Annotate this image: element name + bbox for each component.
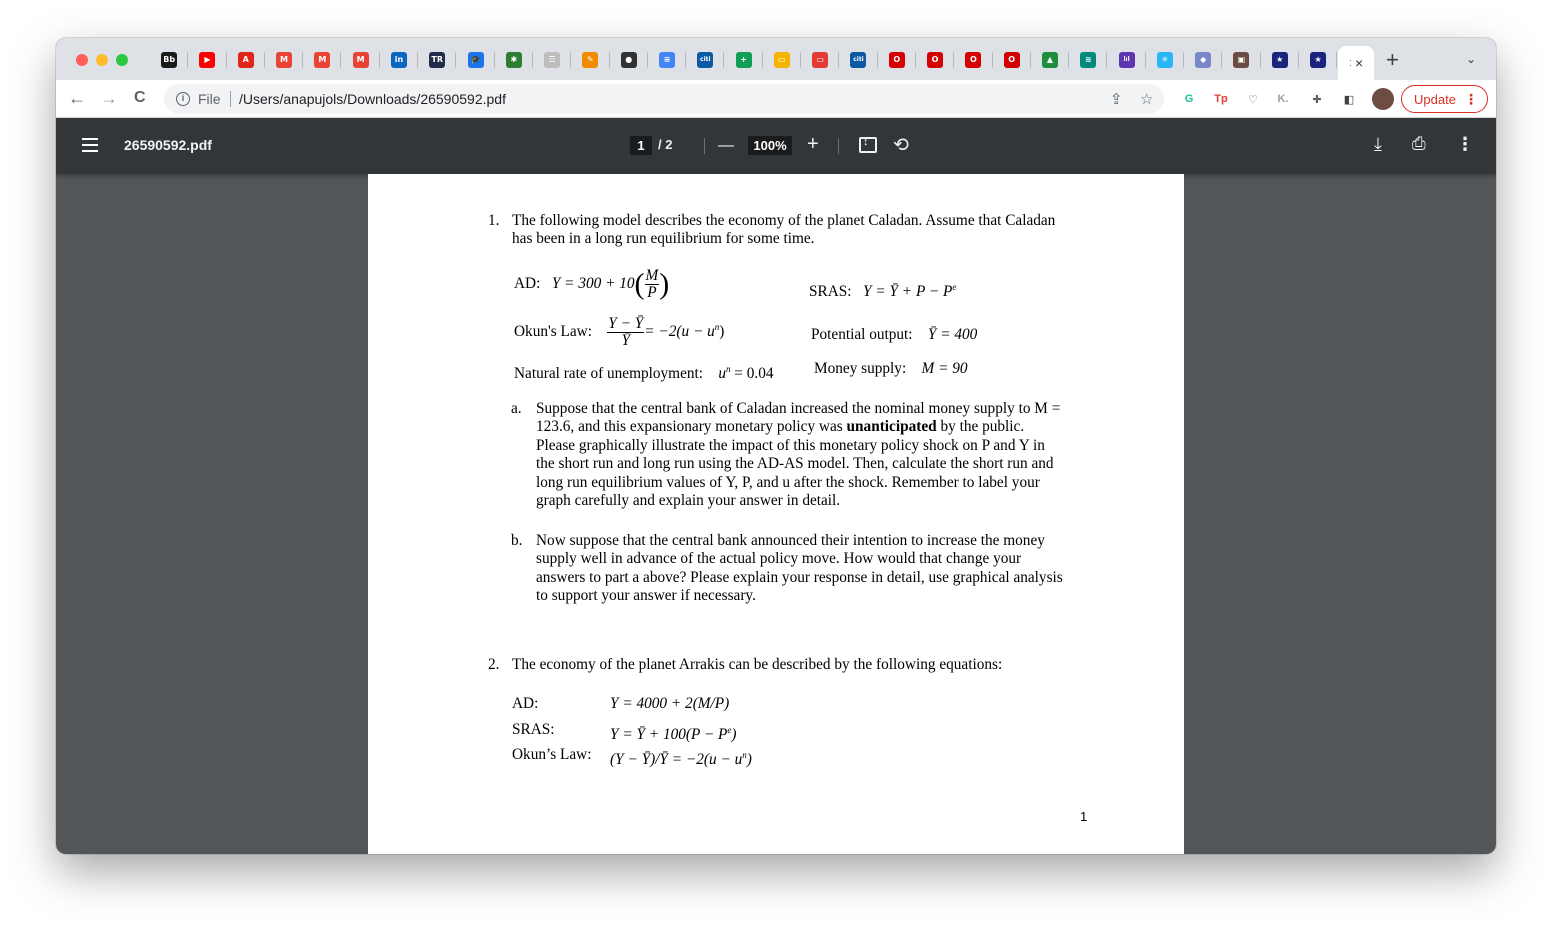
paren-open: ( <box>634 267 645 301</box>
q1-part-b-line2: supply well in advance of the actual policy move. How would that change your <box>536 550 1022 567</box>
pdf-more-icon[interactable]: ⋮ <box>1456 134 1474 154</box>
acrobat-icon: A <box>238 52 254 68</box>
tab-google-sheets[interactable] <box>724 49 762 71</box>
tab-opera[interactable] <box>878 49 916 71</box>
page-total: / 2 <box>658 137 673 152</box>
fit-page-icon[interactable] <box>859 137 877 153</box>
grammarly-icon[interactable]: G <box>1184 93 1194 105</box>
q1-ad-label: AD: <box>514 275 541 293</box>
q1-line1: The following model describes the economy of the planet Caladan. Assume that Caladan <box>512 212 1056 229</box>
q1-part-a-label: a. <box>511 400 522 417</box>
q2-sras-sup: e <box>727 725 732 735</box>
tab-green-star[interactable] <box>495 49 533 71</box>
tab-google-drive[interactable] <box>1031 49 1069 71</box>
q1-sras-eq: Y = Ȳ + P − P <box>863 283 953 300</box>
doc-gray-icon: ☰ <box>544 52 560 68</box>
tab-github[interactable] <box>610 49 648 71</box>
zoom-out-button[interactable]: — <box>718 137 734 154</box>
blackboard-icon: Bb <box>161 52 177 68</box>
q1-okun-rhs: = −2(u − u <box>644 323 715 341</box>
tab-acrobat[interactable] <box>227 49 265 71</box>
q1-part-a-line4: the short run and long run using the AD-AS model. Then, calculate the short run and <box>536 455 1054 472</box>
close-window-button[interactable] <box>76 54 88 66</box>
q2-okun-eq <box>610 746 752 769</box>
q1-ad-num: M <box>645 267 659 284</box>
bookmark-star-icon[interactable]: ☆ <box>1140 91 1154 108</box>
paren-close: ) <box>659 267 670 301</box>
tab-gmail[interactable] <box>341 49 379 71</box>
snowflake-icon: ✳ <box>1157 52 1173 68</box>
q1-okun-num: Y − Ȳ <box>608 315 644 332</box>
pdf-filename: 26590592.pdf <box>124 137 212 153</box>
update-button[interactable] <box>1401 85 1488 113</box>
q1-part-a-line2-post: by the public. <box>936 418 1025 435</box>
tab-gmail[interactable] <box>265 49 303 71</box>
q1-potential-eq: Ȳ = 400 <box>927 326 978 343</box>
tab-search-button[interactable]: ⌄ <box>1466 52 1477 66</box>
photo-icon: ▣ <box>1233 52 1249 68</box>
shield-star-icon: ★ <box>1310 52 1326 68</box>
close-tab-icon[interactable]: × <box>1354 55 1364 71</box>
print-icon[interactable]: ⎙ <box>1412 134 1426 153</box>
graduation-icon: 🎓 <box>468 52 484 68</box>
gmail-icon: M <box>276 52 292 68</box>
forward-button[interactable]: → <box>100 88 118 108</box>
orange-pen-icon: ✎ <box>582 52 598 68</box>
youtube-icon: ▶ <box>199 52 215 68</box>
update-label: Update <box>1414 91 1456 107</box>
q2-number: 2. <box>488 656 500 673</box>
q1-part-a-line5: long run equilibrium values of Y, P, and u after the shock. Remember to label your <box>536 474 1040 491</box>
q1-ad-eq: Y = 300 + 10 <box>551 275 635 293</box>
citi-icon: citi <box>697 52 713 68</box>
minimize-window-button[interactable] <box>96 54 108 66</box>
q1-line2: has been in a long run equilibrium for some time. <box>512 230 815 247</box>
google-slides-icon: ▭ <box>774 52 790 68</box>
browser-window <box>56 38 1496 854</box>
gmail-icon: M <box>353 52 369 68</box>
q2-text: The economy of the planet Arrakis can be described by the following equations: <box>512 656 1003 673</box>
puzzle-icon[interactable]: ✚ <box>1312 93 1322 106</box>
q2-okun-sup: n <box>742 750 747 760</box>
rotate-icon[interactable]: ⟲ <box>893 135 909 156</box>
q1-money-eq: M = 90 <box>921 360 968 377</box>
teal-leaf-icon: ≋ <box>1080 52 1096 68</box>
tab-shield-star[interactable] <box>1261 49 1299 71</box>
back-button[interactable]: ← <box>68 88 86 108</box>
opera-icon: O <box>927 52 943 68</box>
google-docs-icon: ≡ <box>659 52 675 68</box>
menu-icon[interactable] <box>82 138 98 152</box>
browser-toolbar <box>56 80 1496 118</box>
q1-potential-output <box>811 326 977 344</box>
q1-ad-den: P <box>645 284 660 301</box>
github-icon: ● <box>621 52 637 68</box>
shield-icon[interactable]: ♡ <box>1248 93 1258 106</box>
q2-okun-close: ) <box>746 751 752 768</box>
q2-ad-label: AD: <box>512 695 539 712</box>
tr-icon: TR <box>429 52 445 68</box>
sidepanel-icon[interactable]: ◧ <box>1343 93 1355 106</box>
q1-ad-equation <box>514 268 669 301</box>
q1-natural-sup: n <box>725 364 731 374</box>
q2-ad-eq: Y = 4000 + 2(M/P) <box>610 695 730 712</box>
q2-sras-eq-pre: Y = Ȳ + 100(P − P <box>610 726 728 743</box>
q1-number: 1. <box>488 212 500 229</box>
share-icon[interactable]: ⇪ <box>1110 91 1123 108</box>
tab-orange-pen[interactable] <box>571 49 609 71</box>
q1-sras-sup: e <box>952 282 957 292</box>
tab-citi[interactable] <box>839 49 877 71</box>
red-box-icon: ▭ <box>812 52 828 68</box>
q1-part-b-line4: to support your answer if necessary. <box>536 587 756 604</box>
q1-okun-den: Ȳ <box>607 332 644 349</box>
q1-sras-label: SRAS: <box>809 283 852 300</box>
q1-natural-rate <box>514 360 774 383</box>
tab-chart-purple[interactable] <box>1107 49 1145 71</box>
tab-snowflake[interactable] <box>1146 49 1184 71</box>
q1-natural-rest: = 0.04 <box>730 365 774 382</box>
green-star-icon: ✱ <box>506 52 522 68</box>
tab-active[interactable] <box>1338 46 1374 80</box>
more-menu-icon[interactable]: ⋮ <box>1464 91 1478 107</box>
pdf-toolbar <box>56 118 1496 174</box>
tab-citi[interactable] <box>686 49 724 71</box>
q2-sras-close: ) <box>731 726 737 743</box>
tab-opera[interactable] <box>954 49 992 71</box>
tab-linkedin[interactable] <box>380 49 418 71</box>
q1-natural-label: Natural rate of unemployment: <box>514 365 704 382</box>
page-number: 1 <box>1080 809 1088 824</box>
q2-okun-eq-pre: (Y − Ȳ)/Ȳ = −2(u − u <box>610 751 743 768</box>
address-bar[interactable] <box>164 84 1164 114</box>
tp-icon[interactable]: Tp <box>1214 93 1228 105</box>
q1-money-label: Money supply: <box>814 360 907 377</box>
tab-teal-leaf[interactable] <box>1069 49 1107 71</box>
opera-icon: O <box>889 52 905 68</box>
avatar[interactable] <box>1372 88 1394 110</box>
q2-okun-label: Okun’s Law: <box>512 746 592 763</box>
download-icon[interactable]: ⤓ <box>1374 134 1382 154</box>
tab-doc-gray[interactable] <box>533 49 571 71</box>
toolbar-divider <box>838 138 839 154</box>
page-number-input[interactable]: 1 <box>630 136 652 155</box>
tab-google-slides[interactable] <box>763 49 801 71</box>
google-drive-icon: ▲ <box>1042 52 1058 68</box>
tab-photo[interactable] <box>1222 49 1260 71</box>
address-scheme: File <box>198 91 221 107</box>
gmail-icon: M <box>314 52 330 68</box>
q1-part-b-line3: answers to part a above? Please explain your response in detail, use graphical analysis <box>536 569 1063 586</box>
q1-ad-fraction <box>645 268 660 301</box>
q1-okun-equation <box>514 316 724 349</box>
q1-potential-label: Potential output: <box>811 326 913 343</box>
q1-part-a-line1: Suppose that the central bank of Caladan increased the nominal money supply to M = <box>536 400 1061 417</box>
reload-button[interactable]: C <box>134 89 146 106</box>
k-icon[interactable]: K. <box>1277 93 1289 105</box>
pdf-page <box>368 174 1184 854</box>
toolbar-divider <box>704 138 705 154</box>
tab-graduation[interactable] <box>456 49 494 71</box>
linkedin-icon: in <box>391 52 407 68</box>
tab-opera[interactable] <box>993 49 1031 71</box>
new-tab-button[interactable]: + <box>1386 47 1399 72</box>
opera-icon: O <box>965 52 981 68</box>
shield-star-icon: ★ <box>1272 52 1288 68</box>
citi-icon: citi <box>850 52 866 68</box>
q1-part-a-line3: Please graphically illustrate the impact of this monetary policy shock on P and Y in <box>536 437 1045 454</box>
diamond-icon: ◆ <box>1195 52 1211 68</box>
q1-okun-label: Okun's Law: <box>514 323 592 341</box>
q1-part-a-line2 <box>536 418 1094 436</box>
tab-tr[interactable] <box>418 49 456 71</box>
tab-blackboard[interactable] <box>150 49 188 71</box>
tab-gmail[interactable] <box>303 49 341 71</box>
tab-diamond[interactable] <box>1184 49 1222 71</box>
q2-sras-label: SRAS: <box>512 721 555 738</box>
tab-red-box[interactable] <box>801 49 839 71</box>
tab-strip <box>56 38 1496 80</box>
q1-part-a-line6: graph carefully and explain your answer in detail. <box>536 492 841 509</box>
q1-part-a-bold: unanticipated <box>846 418 937 435</box>
tab-shield-star[interactable] <box>1299 49 1337 71</box>
zoom-in-button[interactable]: + <box>807 133 819 155</box>
tab-active-prefix: : <box>1348 57 1352 69</box>
zoom-input[interactable]: 100% <box>748 136 792 155</box>
info-icon[interactable]: i <box>176 92 190 106</box>
chart-purple-icon: lıl <box>1119 52 1135 68</box>
q2-sras-eq <box>610 721 737 744</box>
q1-part-a-line2-pre: 123.6, and this expansionary monetary policy was <box>536 418 847 435</box>
tab-opera[interactable] <box>916 49 954 71</box>
q1-okun-fraction <box>607 316 644 349</box>
opera-icon: O <box>1004 52 1020 68</box>
google-sheets-icon: + <box>736 52 752 68</box>
q1-okun-sup: n <box>714 322 720 333</box>
q1-natural-u: u <box>718 365 726 382</box>
maximize-window-button[interactable] <box>116 54 128 66</box>
q1-okun-close: ) <box>719 323 725 341</box>
tabs-row <box>150 49 1337 71</box>
tab-google-docs[interactable] <box>648 49 686 71</box>
q1-part-b-line1: Now suppose that the central bank announced their intention to increase the money <box>536 532 1045 549</box>
q1-sras-equation <box>809 278 956 301</box>
address-url[interactable]: /Users/anapujols/Downloads/26590592.pdf <box>239 91 506 107</box>
address-separator <box>230 91 231 107</box>
tab-youtube[interactable] <box>188 49 226 71</box>
q1-money-supply <box>814 360 968 378</box>
q1-part-b-label: b. <box>511 532 523 549</box>
